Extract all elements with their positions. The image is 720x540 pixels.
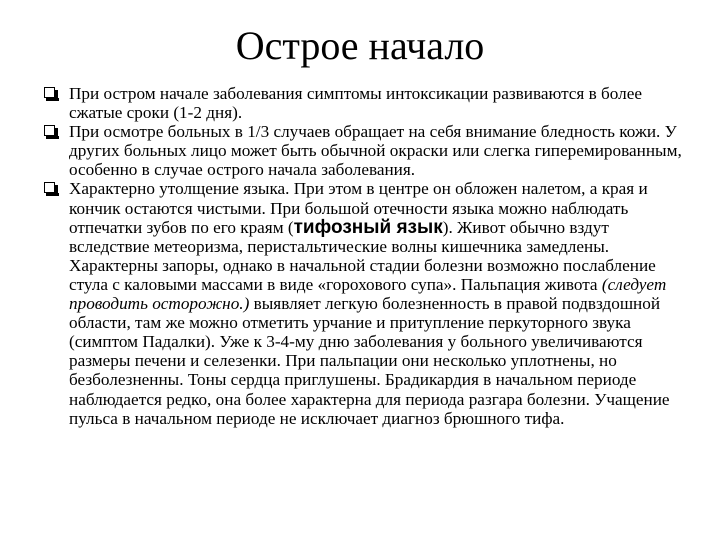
- checkbox-bullet-icon: [44, 87, 55, 98]
- item-text-part1: Характерно утолщение языка. При этом в центре он обложен налетом, а края и кончик остаются чистыми. При большой отечности языка можно наблюдать отпечатки зубов по его краям (: [69, 179, 648, 237]
- item-text: При остром начале заболевания симптомы интоксикации развиваются в более сжатые сроки (1-2 дня).: [69, 84, 642, 123]
- item-text-part3: выявляет легкую болезненность в правой подвздошной области, там же можно отметить урчание и притупление перкуторного звука (симптом Падалки). Уже к 3-4-му дню заболевания у больного увеличиваются размеры печени и селезенки. При пальпации они несколько уплотнены, но безболезненны. Тоны сердца приглушены. Брадикардия в начальном периоде наблюдается редко, она более характерна для периода разгара болезни. Учащение пульса в начальном периоде не исключает диагноз брюшного тифа.: [69, 294, 670, 428]
- bullet-list: [42, 84, 687, 428]
- emphasis-term: тифозный язык: [293, 216, 443, 238]
- list-item: [42, 122, 687, 179]
- slide-title: Острое начало: [235, 23, 485, 68]
- italic-note: (следует проводить осторожно.): [69, 274, 667, 314]
- item-text-part2: ). Живот обычно вздут вследствие метеоризма, перистальтические волны кишечника замедлены. Характерны запоры, однако в начальной стадии болезни возможно послабление стула с каловыми массами в виде «горохового супа». Пальпация живота: [69, 217, 656, 294]
- checkbox-bullet-icon: [44, 125, 55, 136]
- checkbox-bullet-icon: [44, 182, 55, 193]
- item-text: При осмотре больных в 1/3 случаев обращает на себя внимание бледность кожи. У других больных лицо может быть обычной окраски или слегка гиперемированным, особенно в случае острого начала заболевания.: [69, 122, 682, 180]
- list-item: [42, 179, 687, 427]
- list-item: [42, 84, 687, 122]
